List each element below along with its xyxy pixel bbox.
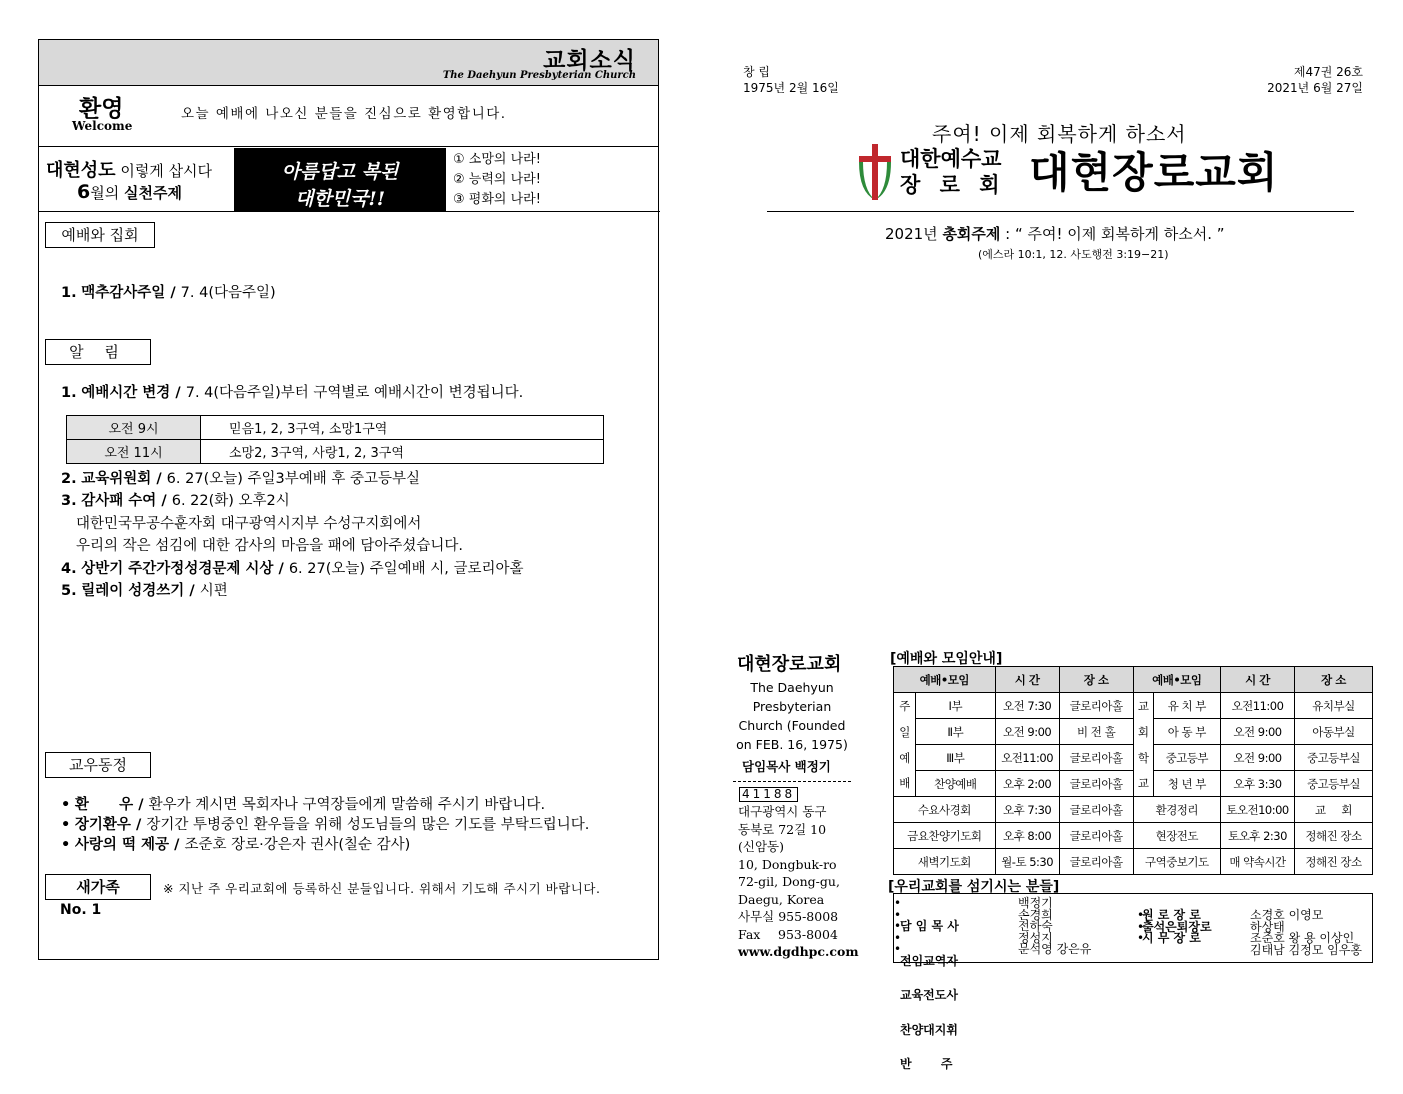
new-family-label: 새가족 — [45, 874, 151, 900]
notice-section-label: 알 림 — [45, 339, 151, 365]
role: 전임교역자 — [900, 953, 958, 968]
address-line: (신암동) — [738, 839, 784, 854]
service-place: 정해진 장소 — [1295, 823, 1373, 849]
service-name: 유 치 부 — [1153, 693, 1220, 719]
new-family-note: ※ 지난 주 우리교회에 등록하신 분들입니다. 위해서 기도해 주시기 바랍니다. — [163, 881, 601, 896]
title-divider — [767, 211, 1354, 212]
service-place: 중고등부실 — [1295, 745, 1373, 771]
theme-heading — [46, 156, 212, 182]
postcode: 41188 — [739, 787, 798, 802]
servant-name: 소경호 이영모 — [1250, 908, 1324, 922]
item-detail: 6. 27(오늘) 주일예배 시, 글로리아홀 — [288, 561, 524, 577]
service-place: 글로리아홀 — [1059, 771, 1133, 797]
left-bullets: • • • • • — [894, 896, 902, 956]
news-subtitle: The Daehyun Presbyterian Church — [442, 70, 636, 81]
role: 출석은퇴장로 — [1142, 919, 1212, 934]
service-name: 수요사경회 — [894, 797, 996, 823]
banner-line1: 아름답고 복된 — [281, 161, 399, 183]
service-place: 아동부실 — [1295, 719, 1373, 745]
header-cell: 장 소 — [1295, 667, 1373, 693]
service-row — [894, 849, 1373, 875]
service-place: 유치부실 — [1295, 693, 1373, 719]
school-label: 학 — [1133, 745, 1153, 771]
info-divider — [733, 781, 851, 782]
item-title: 예배시간 변경 — [81, 385, 171, 401]
denomination-line1: 대한예수교 — [900, 147, 1002, 171]
address — [738, 803, 858, 961]
schedule-row — [67, 416, 604, 440]
theme-month-suffix: 월의 — [90, 184, 124, 202]
schedule-groups: 소망2, 3구역, 사랑1, 2, 3구역 — [201, 440, 604, 464]
item-title: 상반기 주간가정성경문제 시상 — [81, 561, 274, 577]
service-name: 현장전도 — [1133, 823, 1220, 849]
header-cell: 시 간 — [1221, 667, 1295, 693]
founded-date: 1975년 2월 16일 — [743, 81, 839, 95]
english-line: The Daehyun — [750, 680, 834, 695]
item-detail: 6. 22(화) 오후2시 — [171, 493, 290, 509]
volume-number: 제47권 26호 — [1293, 65, 1363, 79]
english-line: Presbyterian — [752, 699, 832, 714]
role: 교육전도사 — [900, 988, 958, 1002]
item-title: 감사패 수여 — [81, 493, 157, 509]
theme-items — [453, 150, 541, 210]
item-detail: 6. 27(오늘) 주일3부예배 후 중고등부실 — [166, 471, 421, 487]
service-place: 교 회 — [1295, 797, 1373, 823]
denomination-line2: 장 로 회 — [900, 173, 1006, 197]
monthly-theme-row — [39, 148, 660, 212]
website-link[interactable]: www.dgdhpc.com — [738, 944, 859, 959]
service-place: 정해진 장소 — [1295, 849, 1373, 875]
service-time: 월-토 5:30 — [995, 849, 1059, 875]
right-bullets: • • • — [1137, 908, 1145, 945]
item-title: 맥추감사주일 — [81, 285, 166, 301]
left-names — [1018, 898, 1091, 956]
service-time: 오전 9:00 — [995, 719, 1059, 745]
item-separator: / — [151, 471, 167, 487]
service-row — [894, 693, 1373, 719]
service-place: 글로리아홀 — [1059, 849, 1133, 875]
schedule-time: 오전 11시 — [67, 440, 201, 464]
school-label: 회 — [1133, 719, 1153, 745]
member-item — [61, 834, 410, 856]
theme-item: ③ 평화의 나라! — [453, 192, 541, 207]
theme-church-name: 대현성도 — [46, 160, 116, 181]
founded-label: 창 립 — [743, 65, 770, 79]
news-header — [39, 40, 658, 86]
assembly-theme — [885, 223, 1225, 244]
left-roles — [900, 898, 959, 1094]
service-time: 오전 7:30 — [995, 693, 1059, 719]
servant-name: 김태남 김정모 임우홍 — [1250, 942, 1362, 957]
member-item — [61, 794, 545, 816]
info-church-name: 대현장로교회 — [737, 654, 842, 675]
services-title: [예배와 모임안내] — [890, 651, 1003, 667]
servants-box — [893, 893, 1373, 1071]
english-line: Church (Founded — [738, 718, 846, 733]
bullet: • — [61, 817, 71, 833]
service-time: 매 약속시간 — [1221, 849, 1295, 875]
service-place: 비 전 홀 — [1059, 719, 1133, 745]
theme-banner — [234, 148, 446, 211]
service-place: 글로리아홀 — [1059, 745, 1133, 771]
sunday-label: 예 — [894, 745, 916, 771]
item-detail: 시편 — [199, 583, 228, 599]
role: 반 주 — [900, 1057, 953, 1071]
schedule-row — [67, 440, 604, 464]
item-separator: / — [169, 837, 185, 853]
servant-name: 손경희 — [1018, 907, 1053, 922]
item-separator: / — [156, 493, 172, 509]
item-detail: 7. 4(다음주일) — [180, 285, 276, 301]
theme-motto: 이렇게 삽시다 — [115, 162, 213, 180]
notice-item-3-line2: 대한민국무공수훈자회 대구광역시지부 수성구지회에서 — [76, 516, 422, 532]
service-name: 중고등부 — [1153, 745, 1220, 771]
item-separator: / — [130, 817, 147, 833]
denomination — [900, 146, 1005, 198]
servant-name: 백정기 — [1018, 896, 1053, 910]
member-section-label: 교우동정 — [45, 752, 151, 778]
theme-month-number: 6 — [77, 181, 91, 203]
item-separator: / — [273, 561, 289, 577]
school-label: 교 — [1133, 693, 1153, 719]
english-line: on FEB. 16, 1975) — [736, 737, 848, 752]
item-title: 릴레이 성경쓰기 — [81, 583, 185, 599]
office-label: 사무실 — [738, 909, 775, 924]
header-cell: 시 간 — [995, 667, 1059, 693]
item-detail: 조준호 장로·강은자 권사(칠순 감사) — [184, 837, 411, 853]
item-detail: 장기간 투병중인 환우들을 위해 성도님들의 많은 기도를 부탁드립니다. — [146, 817, 590, 833]
item-separator: / — [165, 285, 181, 301]
right-roles — [1142, 910, 1212, 945]
welcome-row — [39, 86, 658, 147]
member-item — [61, 814, 589, 836]
sunday-label: 배 — [894, 771, 916, 797]
service-name: 새벽기도회 — [894, 849, 996, 875]
pastor-name: 담임목사 백정기 — [742, 759, 831, 774]
bullet: • — [61, 837, 71, 853]
theme-text: : “ 주여! 이제 회복하게 하소서. ” — [1000, 225, 1225, 243]
office-phone — [738, 908, 858, 926]
item-separator: / — [170, 385, 186, 401]
item-number: 1. — [61, 385, 77, 401]
address-line: Daegu, Korea — [738, 891, 825, 907]
service-time: 오전11:00 — [1221, 693, 1295, 719]
service-name: 구역중보기도 — [1133, 849, 1220, 875]
worship-section-label: 예배와 집회 — [45, 222, 155, 248]
item-separator: / — [133, 797, 149, 813]
theme-year: 2021년 — [885, 225, 943, 243]
new-family-number: No. 1 — [60, 902, 102, 918]
service-time: 오후 2:00 — [995, 771, 1059, 797]
header-cell: 장 소 — [1059, 667, 1133, 693]
service-name: Ⅰ부 — [916, 693, 996, 719]
theme-item: ① 소망의 나라! — [453, 152, 541, 167]
church-news-page — [38, 39, 659, 960]
service-place: 중고등부실 — [1295, 771, 1373, 797]
schedule-groups: 믿음1, 2, 3구역, 소망1구역 — [201, 416, 604, 440]
theme-month — [77, 181, 182, 203]
item-detail: 7. 4(다음주일)부터 구역별로 예배시간이 변경됩니다. — [185, 385, 524, 401]
welcome-subtitle: Welcome — [72, 119, 133, 133]
founding-info — [743, 64, 839, 96]
banner-line2: 대한민국!! — [294, 188, 386, 210]
service-row — [894, 771, 1373, 797]
english-name — [732, 678, 852, 754]
bullet: • — [61, 797, 71, 813]
welcome-title: 환영 — [79, 96, 124, 122]
notice-item-3-line3: 우리의 작은 섬김에 대한 감사의 마음을 패에 담아주셨습니다. — [76, 538, 464, 554]
service-row — [894, 745, 1373, 771]
issue-date: 2021년 6월 27일 — [1267, 81, 1363, 95]
service-name: 금요찬양기도회 — [894, 823, 996, 849]
role: 찬양대지휘 — [900, 1022, 958, 1037]
header-cell: 예배•모임 — [894, 667, 996, 693]
servant-name: 전하숙 — [1018, 919, 1053, 933]
item-number: 5. — [61, 583, 77, 599]
service-name: 환경정리 — [1133, 797, 1220, 823]
service-time: 오전 9:00 — [1221, 745, 1295, 771]
service-name: 아 동 부 — [1153, 719, 1220, 745]
service-time: 오후 7:30 — [995, 797, 1059, 823]
address-line: 대구광역시 동구 — [738, 804, 827, 819]
service-time: 토오전10:00 — [1221, 797, 1295, 823]
notice-item-2 — [61, 468, 420, 490]
service-name: Ⅱ부 — [916, 719, 996, 745]
school-label: 교 — [1133, 771, 1153, 797]
address-line: 10, Dongbuk-ro — [738, 856, 837, 872]
theme-label: 총회주제 — [942, 225, 1001, 243]
service-time: 오후 3:30 — [1221, 771, 1295, 797]
service-row — [894, 823, 1373, 849]
notice-item-4 — [61, 558, 524, 580]
role: 시 무 장 로 — [1142, 931, 1201, 945]
fax-label: Fax — [738, 926, 761, 942]
item-title: 환 우 — [74, 797, 134, 813]
service-time: 오전 9:00 — [1221, 719, 1295, 745]
fax — [738, 926, 858, 944]
worship-item — [61, 282, 276, 304]
service-name: Ⅲ부 — [916, 745, 996, 771]
theme-practice-label: 실천주제 — [123, 184, 182, 202]
item-separator: / — [184, 583, 200, 599]
item-title: 장기환우 — [74, 817, 131, 833]
service-name: 청 년 부 — [1153, 771, 1220, 797]
header-cell: 예배•모임 — [1133, 667, 1220, 693]
welcome-text: 오늘 예배에 나오신 분들을 진심으로 환영합니다. — [181, 106, 507, 122]
item-number: 4. — [61, 561, 77, 577]
sunday-label: 일 — [894, 719, 916, 745]
services-header-row — [894, 667, 1373, 693]
servant-name: 정성지 — [1018, 930, 1053, 945]
cross-logo-icon — [853, 142, 897, 202]
services-table — [893, 666, 1373, 875]
service-row — [894, 797, 1373, 823]
notice-item-3 — [61, 490, 290, 512]
right-names — [1250, 910, 1362, 956]
item-number: 1. — [61, 285, 77, 301]
item-detail: 환우가 계시면 목회자나 구역장들에게 말씀해 주시기 바랍니다. — [148, 797, 546, 813]
theme-item: ② 능력의 나라! — [453, 172, 541, 187]
notice-item-5 — [61, 580, 228, 602]
servant-name: 문석영 강은유 — [1018, 942, 1092, 956]
sunday-label: 주 — [894, 693, 916, 719]
servant-name: 조준호 왕 용 이상인 — [1250, 931, 1355, 945]
service-time: 오후 8:00 — [995, 823, 1059, 849]
schedule-table — [66, 415, 604, 464]
slogan: 주여! 이제 회복하게 하소서 — [932, 122, 1187, 146]
item-number: 3. — [61, 493, 77, 509]
notice-item-1 — [61, 382, 523, 404]
address-line: 72-gil, Dong-gu, — [738, 874, 840, 889]
service-place: 글로리아홀 — [1059, 823, 1133, 849]
address-line: 동북로 72길 10 — [738, 821, 827, 837]
church-name: 대현장로교회 — [1029, 148, 1279, 197]
servants-title: [우리교회를 섬기시는 분들] — [888, 879, 1060, 895]
office-number: 955-8008 — [778, 909, 839, 924]
service-time: 오전11:00 — [995, 745, 1059, 771]
service-time: 토오후 2:30 — [1221, 823, 1295, 849]
service-name: 찬양예배 — [916, 771, 996, 797]
item-title: 교육위원회 — [81, 471, 152, 487]
news-title: 교회소식 — [543, 48, 636, 74]
fax-number: 953-8004 — [778, 926, 838, 942]
issue-info — [1267, 64, 1363, 96]
theme-reference: (에스라 10:1, 12. 사도행전 3:19−21) — [978, 248, 1169, 261]
service-row — [894, 719, 1373, 745]
service-place: 글로리아홀 — [1059, 797, 1133, 823]
item-number: 2. — [61, 471, 77, 487]
role: 담 임 목 사 — [900, 919, 959, 933]
service-place: 글로리아홀 — [1059, 693, 1133, 719]
schedule-time: 오전 9시 — [67, 416, 201, 440]
role: 원 로 장 로 — [1142, 908, 1201, 922]
item-title: 사랑의 떡 제공 — [74, 837, 170, 853]
servant-name: 하상태 — [1250, 919, 1285, 934]
